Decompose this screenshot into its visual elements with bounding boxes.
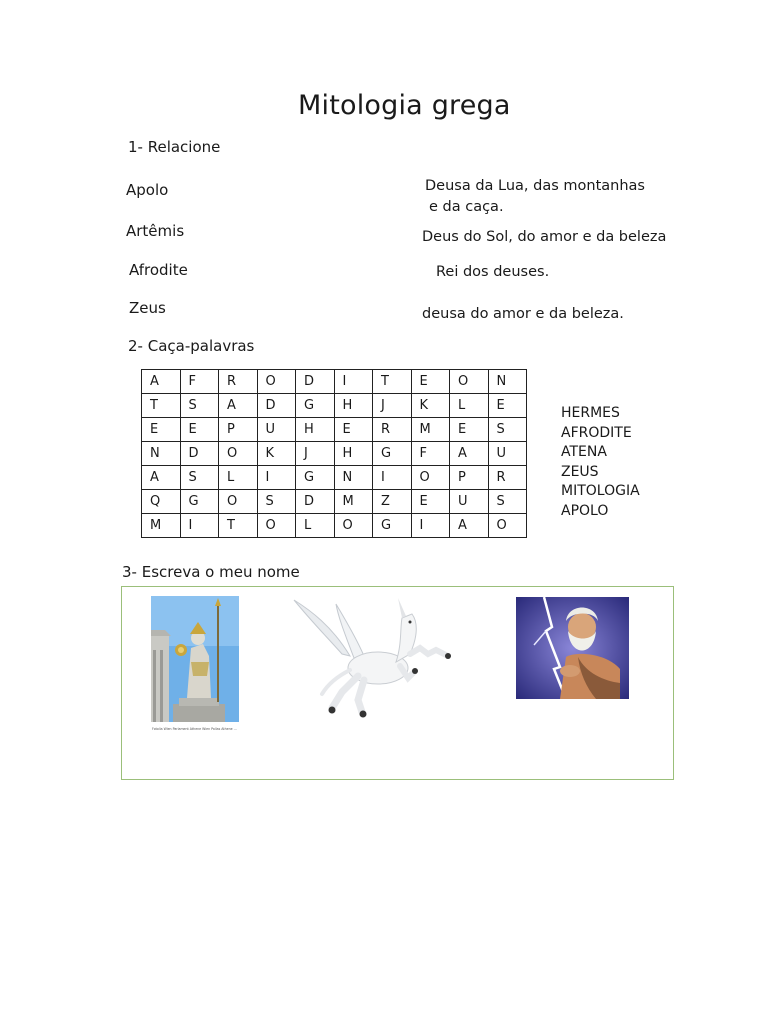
grid-row <box>142 418 527 442</box>
grid-cell: M <box>142 514 181 538</box>
grid-cell: N <box>142 442 181 466</box>
match-right-1a: Deusa da Lua, das montanhas <box>425 178 645 194</box>
grid-cell: K <box>411 394 450 418</box>
grid-cell: J <box>296 442 335 466</box>
word-list-item: ATENA <box>561 444 607 460</box>
grid-cell: S <box>180 394 219 418</box>
grid-cell: O <box>219 490 258 514</box>
grid-cell: O <box>411 466 450 490</box>
match-right-2: Deus do Sol, do amor e da beleza <box>422 229 667 245</box>
grid-cell: A <box>142 370 181 394</box>
match-right-1b: e da caça. <box>429 199 504 215</box>
grid-cell: E <box>334 418 373 442</box>
grid-cell: A <box>450 442 489 466</box>
grid-cell: O <box>488 514 527 538</box>
grid-cell: E <box>411 370 450 394</box>
grid-cell: F <box>180 370 219 394</box>
section-1-heading: 1- Relacione <box>128 138 221 156</box>
grid-cell: G <box>180 490 219 514</box>
word-list-item: HERMES <box>561 405 620 421</box>
grid-cell: O <box>257 370 296 394</box>
match-right-4: deusa do amor e da beleza. <box>422 306 624 322</box>
grid-cell: N <box>334 466 373 490</box>
grid-cell: F <box>411 442 450 466</box>
grid-cell: S <box>488 418 527 442</box>
section-2-heading: 2- Caça-palavras <box>128 337 255 355</box>
grid-cell: I <box>334 370 373 394</box>
grid-cell: G <box>373 514 412 538</box>
zeus-image <box>516 597 629 699</box>
grid-row <box>142 514 527 538</box>
grid-cell: N <box>488 370 527 394</box>
grid-cell: L <box>296 514 335 538</box>
grid-cell: O <box>219 442 258 466</box>
grid-cell: A <box>450 514 489 538</box>
grid-cell: A <box>142 466 181 490</box>
grid-cell: I <box>180 514 219 538</box>
grid-cell: R <box>219 370 258 394</box>
word-list-item: ZEUS <box>561 463 599 480</box>
grid-cell: P <box>450 466 489 490</box>
grid-cell: L <box>219 466 258 490</box>
grid-cell: E <box>180 418 219 442</box>
grid-cell: E <box>450 418 489 442</box>
grid-cell: G <box>296 394 335 418</box>
grid-cell: O <box>450 370 489 394</box>
grid-cell: J <box>373 394 412 418</box>
grid-cell: T <box>373 370 412 394</box>
section-3-heading: 3- Escreva o meu nome <box>122 563 300 581</box>
match-left-artemis: Artêmis <box>126 222 185 240</box>
word-list <box>561 404 640 521</box>
grid-cell: D <box>296 370 335 394</box>
grid-cell: S <box>257 490 296 514</box>
grid-cell: T <box>142 394 181 418</box>
word-list-item: AFRODITE <box>561 424 632 441</box>
grid-cell: S <box>180 466 219 490</box>
grid-cell: E <box>488 394 527 418</box>
grid-cell: G <box>373 442 412 466</box>
grid-cell: O <box>334 514 373 538</box>
grid-cell: L <box>450 394 489 418</box>
grid-cell: E <box>411 490 450 514</box>
word-search-grid <box>141 369 527 538</box>
grid-cell: I <box>411 514 450 538</box>
grid-cell: D <box>296 490 335 514</box>
pegasus-image <box>292 596 452 718</box>
grid-cell: D <box>180 442 219 466</box>
grid-cell: I <box>373 466 412 490</box>
word-list-item: APOLO <box>561 502 609 519</box>
match-right-3: Rei dos deuses. <box>436 264 550 280</box>
athena-statue-image <box>151 596 239 732</box>
grid-cell: U <box>257 418 296 442</box>
word-list-item: MITOLOGIA <box>561 483 640 499</box>
grid-cell: U <box>450 490 489 514</box>
grid-cell: K <box>257 442 296 466</box>
grid-cell: P <box>219 418 258 442</box>
grid-cell: I <box>257 466 296 490</box>
grid-cell: M <box>334 490 373 514</box>
grid-cell: D <box>257 394 296 418</box>
grid-cell: H <box>334 394 373 418</box>
grid-cell: A <box>219 394 258 418</box>
grid-row <box>142 466 527 490</box>
grid-row <box>142 442 527 466</box>
grid-cell: E <box>142 418 181 442</box>
match-left-afrodite: Afrodite <box>129 261 188 279</box>
image-caption: Fotolia Wien Parlament Athene Wien Pallas Athene ... <box>152 727 237 731</box>
grid-cell: T <box>219 514 258 538</box>
grid-cell: U <box>488 442 527 466</box>
grid-cell: Q <box>142 490 181 514</box>
grid-row <box>142 490 527 514</box>
grid-cell: R <box>488 466 527 490</box>
grid-row <box>142 394 527 418</box>
grid-cell: H <box>296 418 335 442</box>
grid-cell: M <box>411 418 450 442</box>
grid-cell: Z <box>373 490 412 514</box>
grid-cell: S <box>488 490 527 514</box>
page-title: Mitologia grega <box>298 90 511 121</box>
grid-cell: R <box>373 418 412 442</box>
match-left-zeus: Zeus <box>129 299 166 317</box>
grid-cell: H <box>334 442 373 466</box>
grid-cell: O <box>257 514 296 538</box>
grid-cell: G <box>296 466 335 490</box>
grid-row <box>142 370 527 394</box>
match-left-apolo: Apolo <box>126 181 169 199</box>
